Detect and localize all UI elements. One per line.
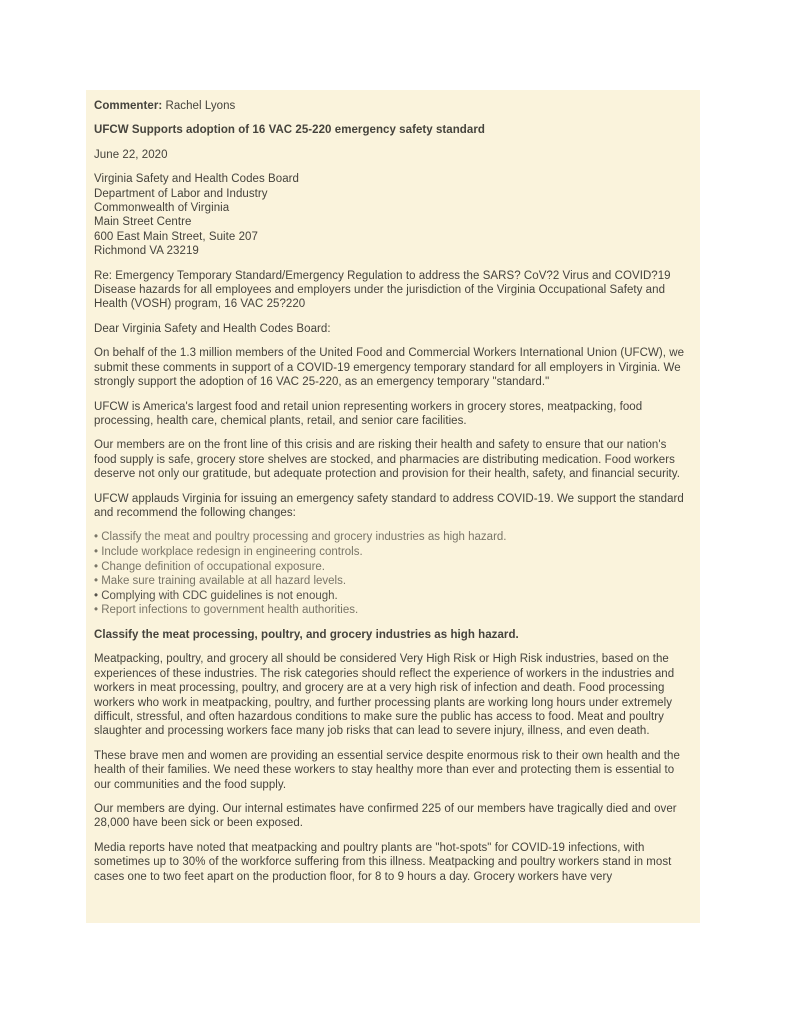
paragraph-intro-4: UFCW applauds Virginia for issuing an emergency safety standard to address COVID-19. We support the standard and recommend the following changes: xyxy=(94,492,684,519)
recommendation-item: • Complying with CDC guidelines is not enough. xyxy=(94,589,338,602)
address-line: Richmond VA 23219 xyxy=(94,245,199,258)
salutation: Dear Virginia Safety and Health Codes Board: xyxy=(94,322,331,335)
paragraph-intro-2: UFCW is America's largest food and retail union representing workers in grocery stores, meatpacking, food processing, health care, chemical plants, retail, and senior care facilities. xyxy=(94,400,643,427)
recommendations-list xyxy=(94,530,692,618)
commenter-name: Rachel Lyons xyxy=(165,100,236,112)
re-line: Re: Emergency Temporary Standard/Emergency Regulation to address the SARS? CoV?2 Virus and COVID?19 Disease hazards for all employees and employers under the jurisdiction of the Virginia Occupational Safety and Health (VOSH) program, 16 VAC 25?220 xyxy=(94,269,671,311)
paragraph-body-2: These brave men and women are providing an essential service despite enormous risk to their own health and the health of their families. We need these workers to stay healthy more than ever and protecting them is essential to our communities and the food supply. xyxy=(94,749,680,791)
commenter-label: Commenter: xyxy=(94,100,163,112)
recommendation-item: • Report infections to government health authorities. xyxy=(94,604,359,617)
paragraph-body-3: Our members are dying. Our internal estimates have confirmed 225 of our members have tragically died and over 28,000 have been sick or been exposed. xyxy=(94,802,677,830)
recommendation-item: • Include workplace redesign in engineering controls. xyxy=(94,545,363,558)
address-line: Virginia Safety and Health Codes Board xyxy=(94,173,299,186)
recommendation-item: • Classify the meat and poultry processing and grocery industries as high hazard. xyxy=(94,531,507,544)
address-block xyxy=(94,172,692,258)
recommendation-item: • Make sure training available at all hazard levels. xyxy=(94,575,347,588)
paragraph-body-4: Media reports have noted that meatpacking and poultry plants are "hot-spots" for COVID-19 infections, with sometimes up to 30% of the workforce suffering from this illness. Meatpacking and poultry workers stand in most cases one to two feet apart on the production floor, for 8 to 9 hours a day. Grocery workers have very xyxy=(94,841,672,883)
address-line: 600 East Main Street, Suite 207 xyxy=(94,230,258,243)
address-line: Main Street Centre xyxy=(94,216,192,229)
paragraph-intro-1: On behalf of the 1.3 million members of the United Food and Commercial Workers International Union (UFCW), we submit these comments in support of a COVID-19 emergency temporary standard for all employers in Virginia. We strongly support the adoption of 16 VAC 25-220, as an emergency temporary "standard." xyxy=(94,347,685,389)
paragraph-body-1: Meatpacking, poultry, and grocery all should be considered Very High Risk or High Risk industries, based on the experiences of these industries. The risk categories should reflect the experience of workers in the industries and workers in meat processing, poultry, and grocery are at a very high risk of infection and death. Food processing workers who work in meatpacking, poultry, and further processing plants are working long hours under extremely difficult, stressful, and often hazardous conditions to make sure the public has access to food. Meat and poultry slaughter and processing workers face many job risks that can lead to severe injury, illness, and even death. xyxy=(94,653,675,738)
address-line: Department of Labor and Industry xyxy=(94,187,268,200)
recommendation-item: • Change definition of occupational exposure. xyxy=(94,560,325,573)
paragraph-intro-3: Our members are on the front line of this crisis and are risking their health and safety to ensure that our nation's food supply is safe, grocery store shelves are stocked, and pharmacies are distributing medication. Food workers deserve not only our gratitude, but adequate protection and provision for their health, safety, and financial security. xyxy=(94,439,680,481)
letter-paper xyxy=(86,90,700,923)
subject-heading: UFCW Supports adoption of 16 VAC 25-220 emergency safety standard xyxy=(94,124,485,137)
address-line: Commonwealth of Virginia xyxy=(94,202,230,215)
commenter-line xyxy=(94,99,692,113)
date-line: June 22, 2020 xyxy=(94,148,168,161)
section-heading: Classify the meat processing, poultry, and grocery industries as high hazard. xyxy=(94,628,519,641)
